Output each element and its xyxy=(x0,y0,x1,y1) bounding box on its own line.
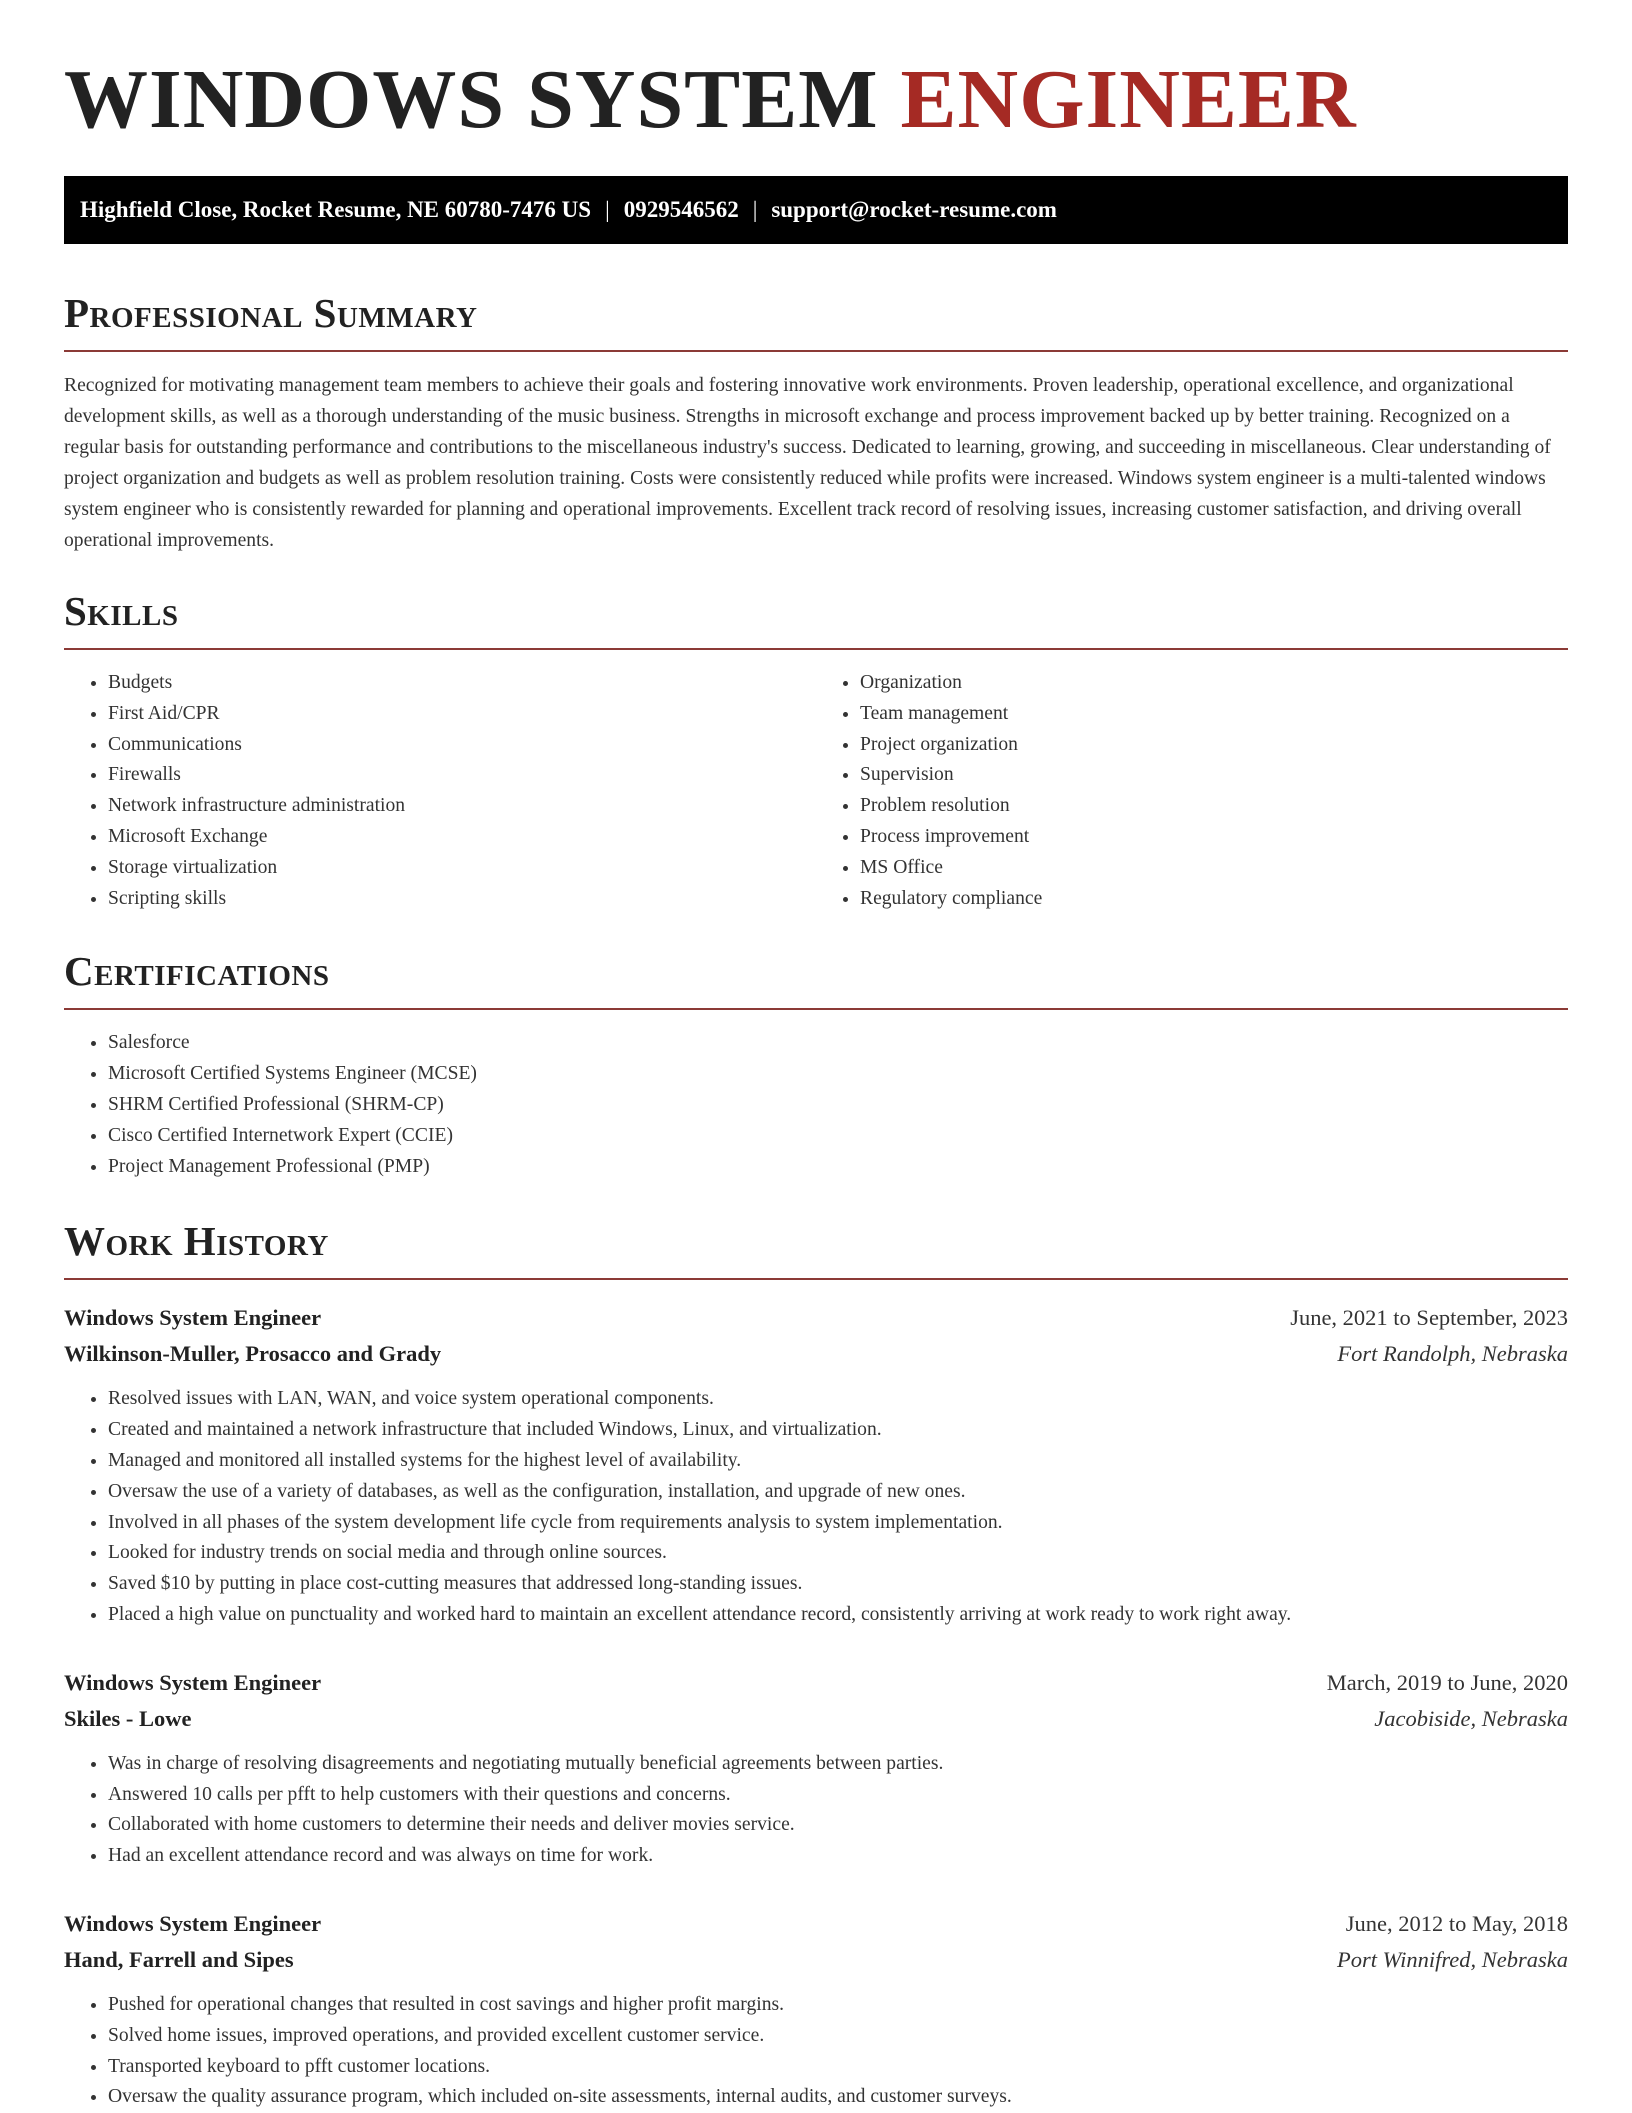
skill-item: • Regulatory compliance xyxy=(860,884,1568,915)
job-location: Port Winnifred, Nebraska xyxy=(1336,1946,1568,1972)
job-duty: • Pushed for operational changes that resulted in cost savings and higher profit margins. xyxy=(108,1990,1568,2021)
job-duty: • Created and maintained a network infrastructure that included Windows, Linux, and virtualization. xyxy=(108,1415,1568,1446)
job-title: Windows System Engineer xyxy=(64,1305,322,1331)
job-duty: • Was in charge of resolving disagreements and negotiating mutually beneficial agreements between parties. xyxy=(108,1749,1568,1780)
job-duty: • Managed and monitored all installed systems for the highest level of availability. xyxy=(108,1446,1568,1477)
skills-list-right xyxy=(816,668,1568,914)
skill-item: • Communications xyxy=(108,730,816,761)
job-duty: • Collaborated with home customers to determine their needs and deliver movies service. xyxy=(108,1810,1568,1841)
skill-item: • Supervision xyxy=(860,760,1568,791)
certifications-section xyxy=(64,946,1568,1182)
job-duty: • Solved home issues, improved operations, and provided excellent customer service. xyxy=(108,2021,1568,2052)
work-history-section xyxy=(64,1216,1568,2113)
skill-item: • Firewalls xyxy=(108,760,816,791)
name-first: WINDOWS SYSTEM xyxy=(64,53,879,146)
job-header-row xyxy=(64,1665,1568,1701)
job-dates: June, 2012 to May, 2018 xyxy=(1345,1910,1568,1936)
skill-item: • Network infrastructure administration xyxy=(108,791,816,822)
job-duties-list xyxy=(64,1990,1568,2113)
job-dates: June, 2021 to September, 2023 xyxy=(1290,1305,1568,1331)
job-duty: • Placed a high value on punctuality and worked hard to maintain an excellent attendance record, consistently arriving at work ready to work right away. xyxy=(108,1600,1568,1631)
contact-separator: | xyxy=(605,197,610,222)
job-entry xyxy=(64,1300,1568,1630)
skills-list-left xyxy=(64,668,816,914)
skills-heading: Skills xyxy=(64,588,179,634)
job-title: Windows System Engineer xyxy=(64,1910,322,1936)
job-duty: • Answered 10 calls per pfft to help customers with their questions and concerns. xyxy=(108,1780,1568,1811)
certification-item: • Project Management Professional (PMP) xyxy=(108,1152,1568,1183)
name-last: ENGINEER xyxy=(900,53,1357,146)
job-duty: • Oversaw the quality assurance program, which included on-site assessments, internal audits, and customer surveys. xyxy=(108,2082,1568,2113)
job-company: Skiles - Lowe xyxy=(64,1705,192,1731)
job-company-row xyxy=(64,1336,1568,1372)
section-divider xyxy=(64,1278,1568,1280)
job-duty: • Transported keyboard to pfft customer locations. xyxy=(108,2052,1568,2083)
job-duty: • Resolved issues with LAN, WAN, and voice system operational components. xyxy=(108,1384,1568,1415)
skill-item: • Scripting skills xyxy=(108,884,816,915)
job-dates: March, 2019 to June, 2020 xyxy=(1326,1669,1568,1695)
job-entry xyxy=(64,1906,1568,2113)
job-entry xyxy=(64,1665,1568,1872)
skill-item: • Team management xyxy=(860,699,1568,730)
job-company: Hand, Farrell and Sipes xyxy=(64,1946,294,1972)
skill-item: • Process improvement xyxy=(860,822,1568,853)
certifications-list xyxy=(64,1028,1568,1182)
job-company-row xyxy=(64,1701,1568,1737)
skill-item: • Organization xyxy=(860,668,1568,699)
job-duty: • Oversaw the use of a variety of databases, as well as the configuration, installation, and upgrade of new ones. xyxy=(108,1477,1568,1508)
job-duties-list xyxy=(64,1384,1568,1630)
skill-item: • Budgets xyxy=(108,668,816,699)
job-duties-list xyxy=(64,1749,1568,1872)
job-duty: • Involved in all phases of the system development life cycle from requirements analysis to system implementation. xyxy=(108,1508,1568,1539)
summary-heading: Professional Summary xyxy=(64,290,478,336)
skills-columns xyxy=(64,668,1568,914)
skill-item: • Project organization xyxy=(860,730,1568,761)
skill-item: • First Aid/CPR xyxy=(108,699,816,730)
resume-name xyxy=(64,0,1568,146)
job-header-row xyxy=(64,1906,1568,1942)
contact-email: support@rocket-resume.com xyxy=(771,197,1057,222)
skills-section xyxy=(64,586,1568,914)
job-location: Jacobiside, Nebraska xyxy=(1374,1705,1568,1731)
certifications-heading: Certifications xyxy=(64,948,330,995)
skill-item: • Storage virtualization xyxy=(108,853,816,884)
contact-address: Highfield Close, Rocket Resume, NE 60780-7476 US xyxy=(80,197,592,222)
section-divider xyxy=(64,648,1568,650)
contact-bar xyxy=(64,176,1568,244)
job-location: Fort Randolph, Nebraska xyxy=(1337,1341,1568,1367)
certification-item: • Microsoft Certified Systems Engineer (MCSE) xyxy=(108,1059,1568,1090)
contact-separator: | xyxy=(752,197,758,222)
certification-item: • SHRM Certified Professional (SHRM-CP) xyxy=(108,1090,1568,1121)
work-history-heading: Work History xyxy=(64,1218,329,1265)
job-header-row xyxy=(64,1300,1568,1336)
skill-item: • Microsoft Exchange xyxy=(108,822,816,853)
section-divider xyxy=(64,1008,1568,1010)
job-title: Windows System Engineer xyxy=(64,1669,322,1695)
certification-item: • Salesforce xyxy=(108,1028,1568,1059)
section-divider xyxy=(64,350,1568,352)
job-duty: • Looked for industry trends on social media and through online sources. xyxy=(108,1538,1568,1569)
skill-item: • Problem resolution xyxy=(860,791,1568,822)
certification-item: • Cisco Certified Internetwork Expert (CCIE) xyxy=(108,1121,1568,1152)
job-duty: • Saved $10 by putting in place cost-cutting measures that addressed long-standing issues. xyxy=(108,1569,1568,1600)
job-duty: • Had an excellent attendance record and was always on time for work. xyxy=(108,1841,1568,1872)
skill-item: • MS Office xyxy=(860,853,1568,884)
contact-phone: 0929546562 xyxy=(623,197,739,222)
summary-text: Recognized for motivating management team members to achieve their goals and fostering innovative work environments. Proven leadership, operational excellence, and organizational development skills, as well as a thorough understanding of the music business. Strengths in microsoft exchange and process improvement backed up by better training. Recognized on a regular basis for outstanding performance and contributions to the miscellaneous industry's success. Dedicated to learning, growing, and succeeding in miscellaneous. Clear understanding of project organization and budgets as well as problem resolution training. Costs were consistently reduced while profits were increased. Windows system engineer is a multi-talented windows system engineer who is consistently rewarded for planning and operational improvements. Excellent track record of resolving issues, increasing customer satisfaction, and driving overall operational improvements. xyxy=(64,375,1551,551)
job-company: Wilkinson-Muller, Prosacco and Grady xyxy=(64,1341,442,1367)
summary-section xyxy=(64,288,1568,556)
job-company-row xyxy=(64,1942,1568,1978)
